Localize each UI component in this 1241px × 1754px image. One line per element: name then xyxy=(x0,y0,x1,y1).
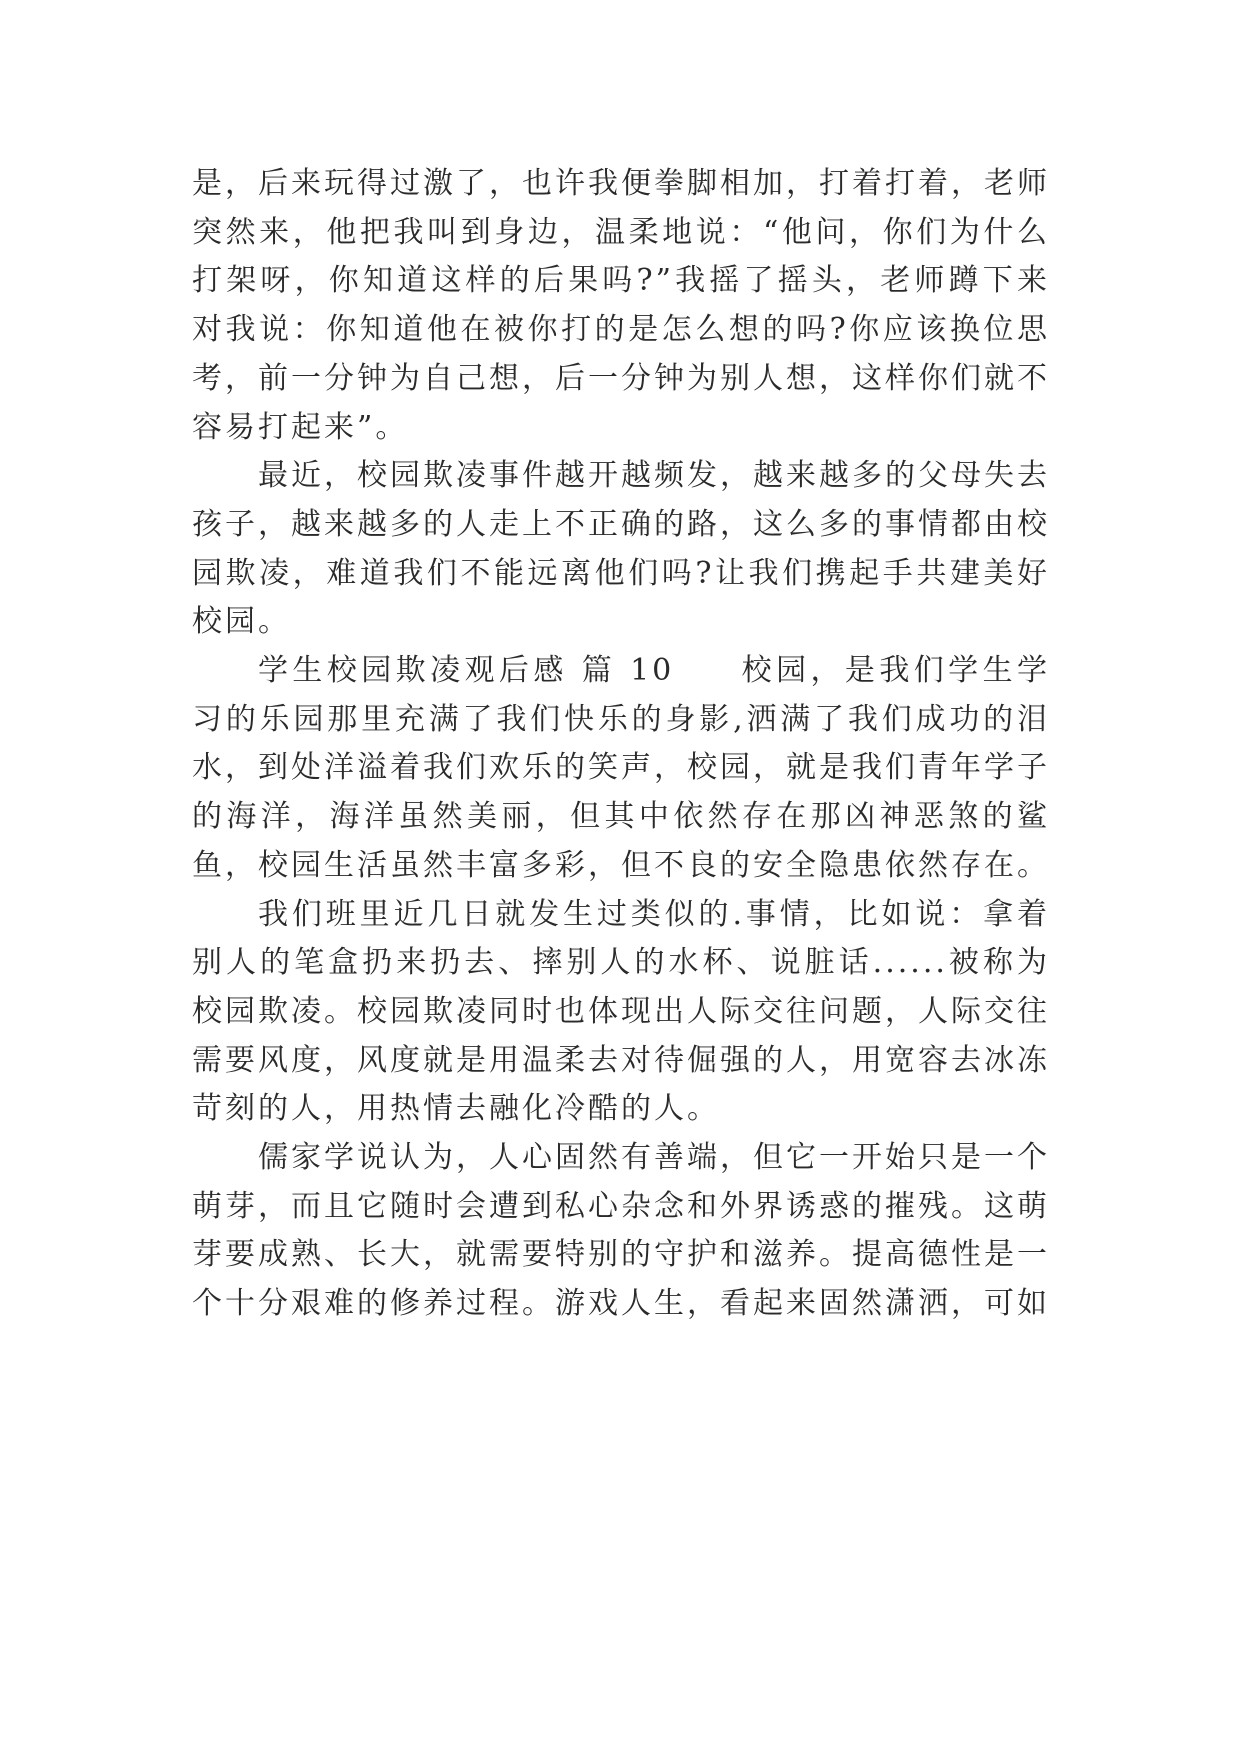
paragraph-text: 是，后来玩得过激了，也许我便拳脚相加，打着打着，老师突然来，他把我叫到身边，温柔地说：“他问，你们为什么打架呀，你知道这样的后果吗?”我摇了摇头，老师蹲下来对我说：你知道他在被你打的是怎么想的吗?你应该换位思考，前一分钟为自己想，后一分钟为别人想，这样你们就不容易打起来”。 xyxy=(192,166,1050,445)
paragraph-text: 我们班里近几日就发生过类似的.事情，比如说：拿着别人的笔盒扔来扔去、摔别人的水杯、说脏话......被称为校园欺凌。校园欺凌同时也体现出人际交往问题，人际交往需要风度，风度就是用温柔去对待倔强的人，用宽容去冰冻苛刻的人，用热情去融化冷酷的人。 xyxy=(192,896,1050,1127)
paragraph-1 xyxy=(192,160,1050,452)
paragraph-5 xyxy=(192,1134,1050,1329)
section-heading: 学生校园欺凌观后感 篇 10 xyxy=(258,653,675,689)
paragraph-text: 校园，是我们学生学习的乐园那里充满了我们快乐的身影,洒满了我们成功的泪水，到处洋溢着我们欢乐的笑声，校园，就是我们青年学子的海洋，海洋虽然美丽，但其中依然存在那凶神恶煞的鲨鱼，校园生活虽然丰富多彩，但不良的安全隐患依然存在。 xyxy=(192,653,1050,883)
paragraph-3 xyxy=(192,647,1050,891)
paragraph-text: 儒家学说认为，人心固然有善端，但它一开始只是一个萌芽，而且它随时会遭到私心杂念和外界诱惑的摧残。这萌芽要成熟、长大，就需要特别的守护和滋养。提高德性是一个十分艰难的修养过程。游戏人生，看起来固然潇洒，可如 xyxy=(192,1140,1050,1322)
document-body xyxy=(192,160,1050,1329)
paragraph-4 xyxy=(192,891,1050,1135)
paragraph-2 xyxy=(192,452,1050,647)
paragraph-text: 最近，校园欺凌事件越开越频发，越来越多的父母失去孩子，越来越多的人走上不正确的路，这么多的事情都由校园欺凌，难道我们不能远离他们吗?让我们携起手共建美好校园。 xyxy=(192,458,1050,640)
